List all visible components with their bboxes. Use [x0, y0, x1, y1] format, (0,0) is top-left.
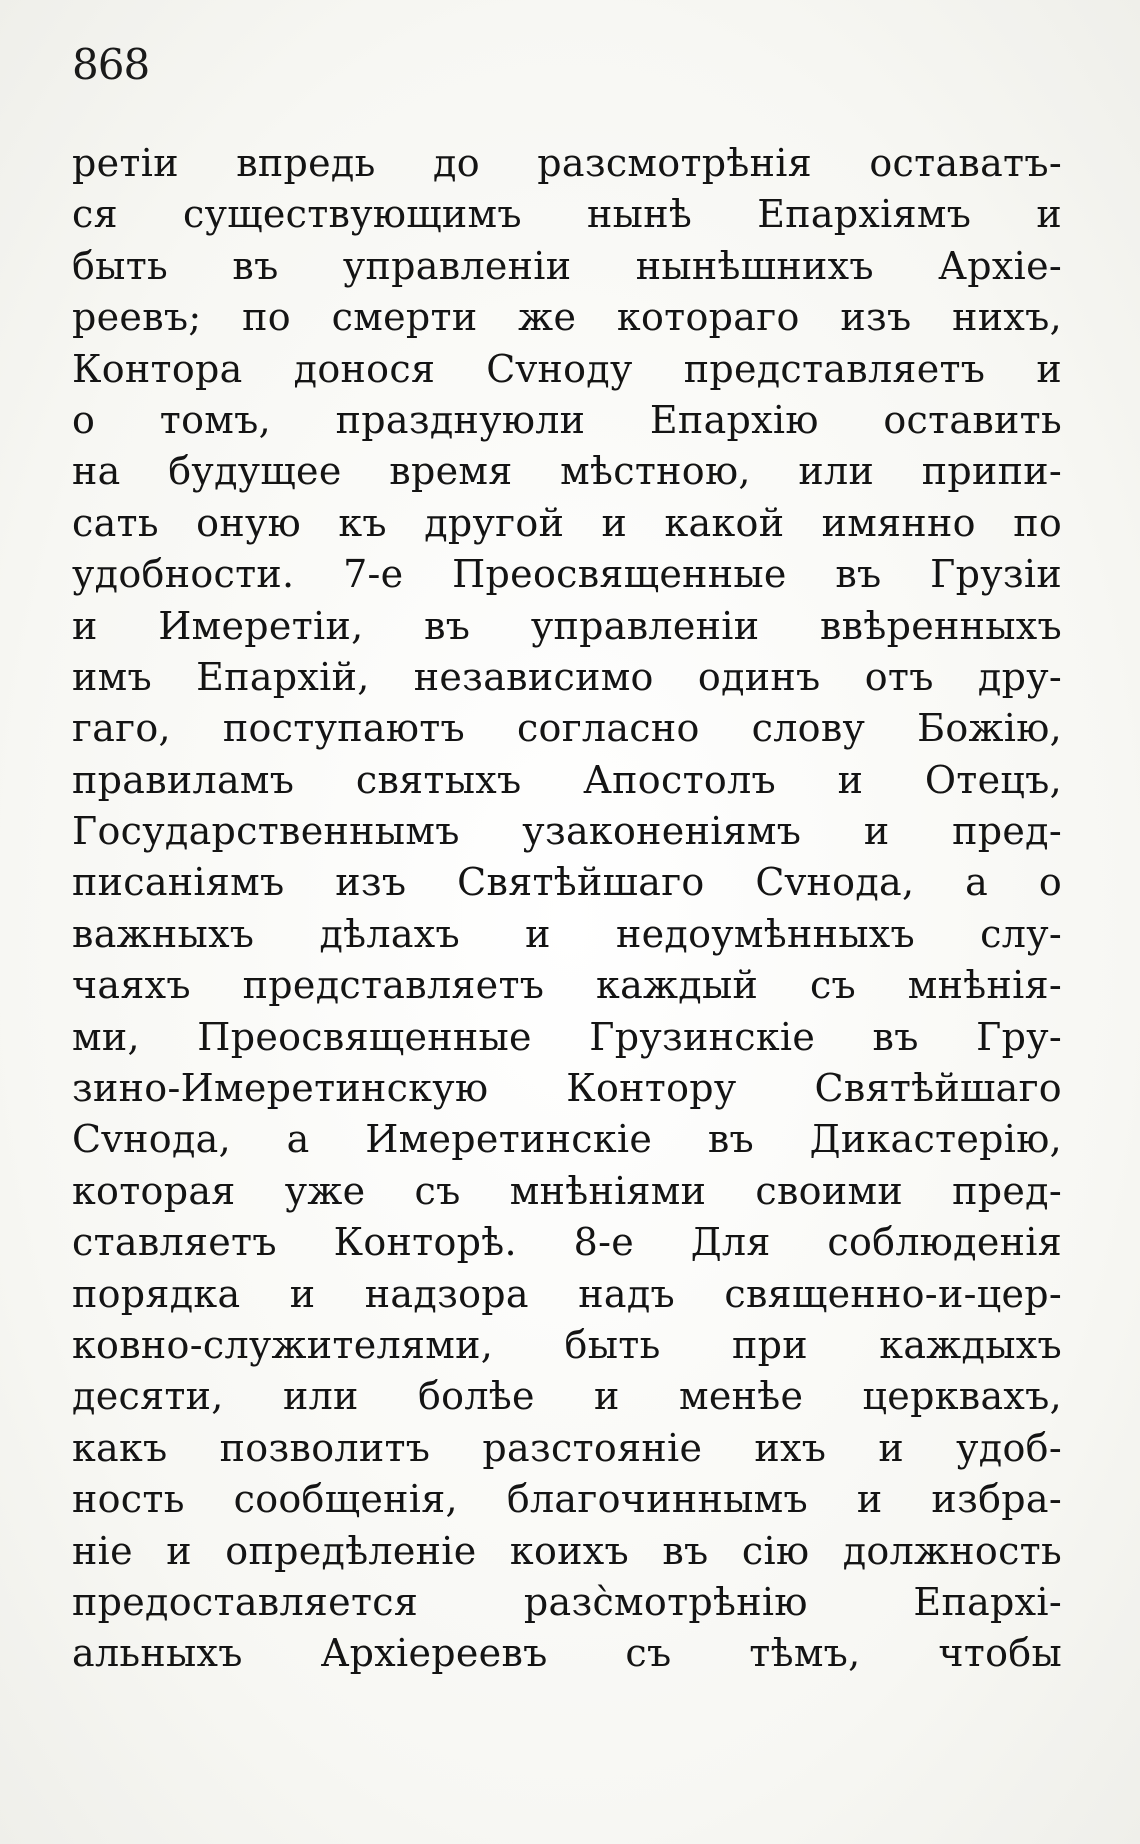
text-line: которая уже съ мнѣніями своими пред- [72, 1168, 1062, 1213]
page-number: 868 [72, 40, 150, 89]
text-line: Государственнымъ узаконеніямъ и пред- [72, 809, 1062, 854]
text-line: быть въ управленіи нынѣшнихъ Архіе- [72, 243, 1062, 288]
text-line: гаго, поступаютъ согласно слову Божію, [72, 706, 1062, 751]
text-line: о томъ, празднуюли Епархію оставить [72, 397, 1062, 442]
text-line: ся существующимъ нынѣ Епархіямъ и [72, 192, 1062, 237]
text-line: ми, Преосвященные Грузинскіе въ Гру- [72, 1014, 1062, 1059]
text-line: на будущее время мѣстною, или припи- [72, 449, 1062, 494]
text-line: и Имеретіи, въ управленіи ввѣренныхъ [72, 603, 1062, 648]
text-line: Контора донося Сvноду представляетъ и [72, 346, 1062, 391]
text-line: порядка и надзора надъ священно-и-цер- [72, 1271, 1062, 1316]
text-line: имъ Епархій, независимо одинъ отъ дру- [72, 654, 1062, 699]
text-line: писаніямъ изъ Святѣйшаго Сvнода, а о [72, 860, 1062, 905]
text-line: предоставляется разс̀мотрѣнію Епархі- [72, 1579, 1062, 1624]
text-line: ставляетъ Конторѣ. 8-е Для соблюденія [72, 1220, 1062, 1265]
text-line: Сvнода, а Имеретинскіе въ Дикастерію, [72, 1117, 1062, 1162]
text-line: реевъ; по смерти же котораго изъ нихъ, [72, 295, 1062, 340]
body-text [72, 138, 1062, 1680]
text-line: чаяхъ представляетъ каждый съ мнѣнія- [72, 963, 1062, 1008]
text-line: зино-Имеретинскую Контору Святѣйшаго [72, 1066, 1062, 1111]
text-line: ретіи впредь до разсмотрѣнія оставатъ- [72, 141, 1062, 185]
text-line: правиламъ святыхъ Апостолъ и Отецъ, [72, 757, 1062, 802]
text-line: десяти, или болѣе и менѣе церквахъ, [72, 1374, 1062, 1419]
text-line: какъ позволитъ разстояніе ихъ и удоб- [72, 1425, 1062, 1470]
text-line: ніе и опредѣленіе коихъ въ сію должность [72, 1528, 1062, 1573]
text-line: важныхъ дѣлахъ и недоумѣнныхъ слу- [72, 911, 1062, 956]
text-line: альныхъ Архіереевъ съ тѣмъ, чтобы [72, 1631, 1062, 1676]
text-line: ность сообщенія, благочиннымъ и избра- [72, 1477, 1062, 1522]
text-line: ковно-служителями, быть при каждыхъ [72, 1322, 1062, 1367]
text-line: сать оную къ другой и какой имянно по [72, 500, 1062, 545]
text-line: удобности. 7-е Преосвященные въ Грузіи [72, 552, 1062, 597]
